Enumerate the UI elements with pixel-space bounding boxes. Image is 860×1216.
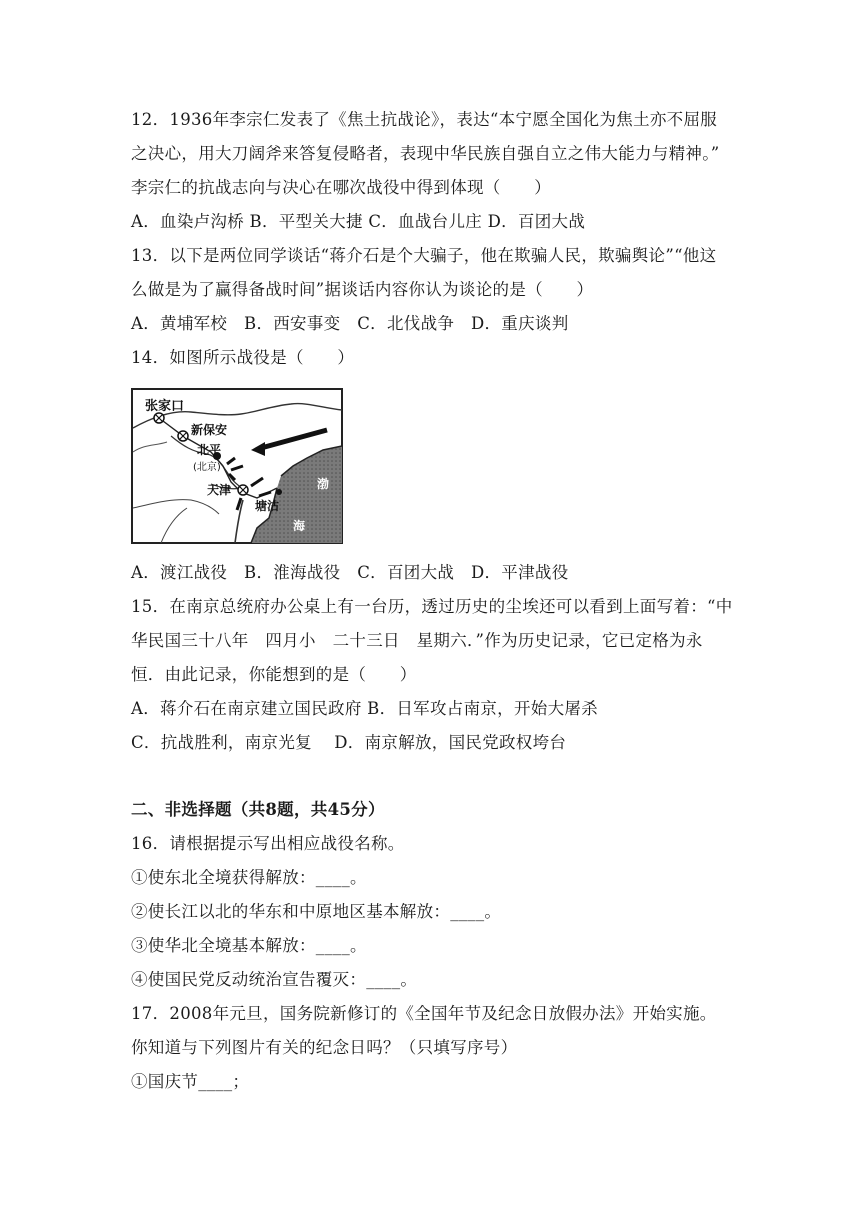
map-label-zhangjiakou: 张家口 [145,399,185,414]
q17-line2: 你知道与下列图片有关的纪念日吗？（只填写序号） [131,1038,518,1057]
q12-line2: 之决心，用大刀阔斧来答复侵略者，表现中华民族自强自立之伟大能力与精神。” [131,144,720,163]
map-label-sea-1: 渤 [317,477,330,491]
q17-item1: ①国庆节____； [131,1072,250,1091]
q16-item3: ③使华北全境基本解放：____。 [131,936,367,955]
q15-line3: 恒．由此记录，你能想到的是（ ） [131,665,417,684]
map-label-beiping: 北平 [197,443,222,457]
q12-line3: 李宗仁的抗战志向与决心在哪次战役中得到体现（ ） [131,178,551,197]
map-label-tianjin: 天津 [207,483,232,497]
q12-line1: 12．1936年李宗仁发表了《焦土抗战论》，表达“本宁愿全国化为焦土亦不屈服 [131,110,718,129]
pingjin-campaign-map [131,388,343,544]
q15-line2: 华民国三十八年 四月小 二十三日 星期六．”作为历史记录，它已定格为永 [131,631,703,650]
q17-line1: 17．2008年元旦，国务院新修订的《全国年节及纪念日放假办法》开始实施。 [131,1004,717,1023]
q13-line2: 么做是为了赢得备战时间”据谈话内容你认为谈论的是（ ） [131,280,594,299]
map-label-beijing: (北京) [193,462,221,473]
map-label-sea-2: 海 [293,519,306,533]
q12-options: A．血染卢沟桥 B．平型关大捷 C．血战台儿庄 D．百团大战 [131,212,586,231]
q13-options: A．黄埔军校 B．西安事变 C．北伐战争 D．重庆谈判 [131,314,569,333]
map-label-xinbaoan: 新保安 [191,423,228,437]
q15-line1: 15．在南京总统府办公桌上有一台历，透过历史的尘埃还可以看到上面写着：“中 [131,597,733,616]
q15-options-2: C．抗战胜利，南京光复 D．南京解放，国民党政权垮台 [131,733,567,752]
q14-line1: 14．如图所示战役是（ ） [131,348,355,367]
q13-line1: 13．以下是两位同学谈话“蒋介石是个大骗子，他在欺骗人民，欺骗舆论”“他这 [131,246,717,265]
q16-item4: ④使国民党反动统治宣告覆灭：____。 [131,970,418,989]
section-2-heading: 二、非选择题（共8题，共45分） [131,800,385,819]
q16-line1: 16．请根据提示写出相应战役名称。 [131,834,405,853]
q15-options-1: A．蒋介石在南京建立国民政府 B．日军攻占南京，开始大屠杀 [131,699,598,718]
q16-item2: ②使长江以北的华东和中原地区基本解放：____。 [131,902,502,921]
q16-item1: ①使东北全境获得解放：____。 [131,868,367,887]
map-label-tanggu: 塘沽 [255,499,280,513]
q14-options: A．渡江战役 B．淮海战役 C．百团大战 D．平津战役 [131,563,569,582]
